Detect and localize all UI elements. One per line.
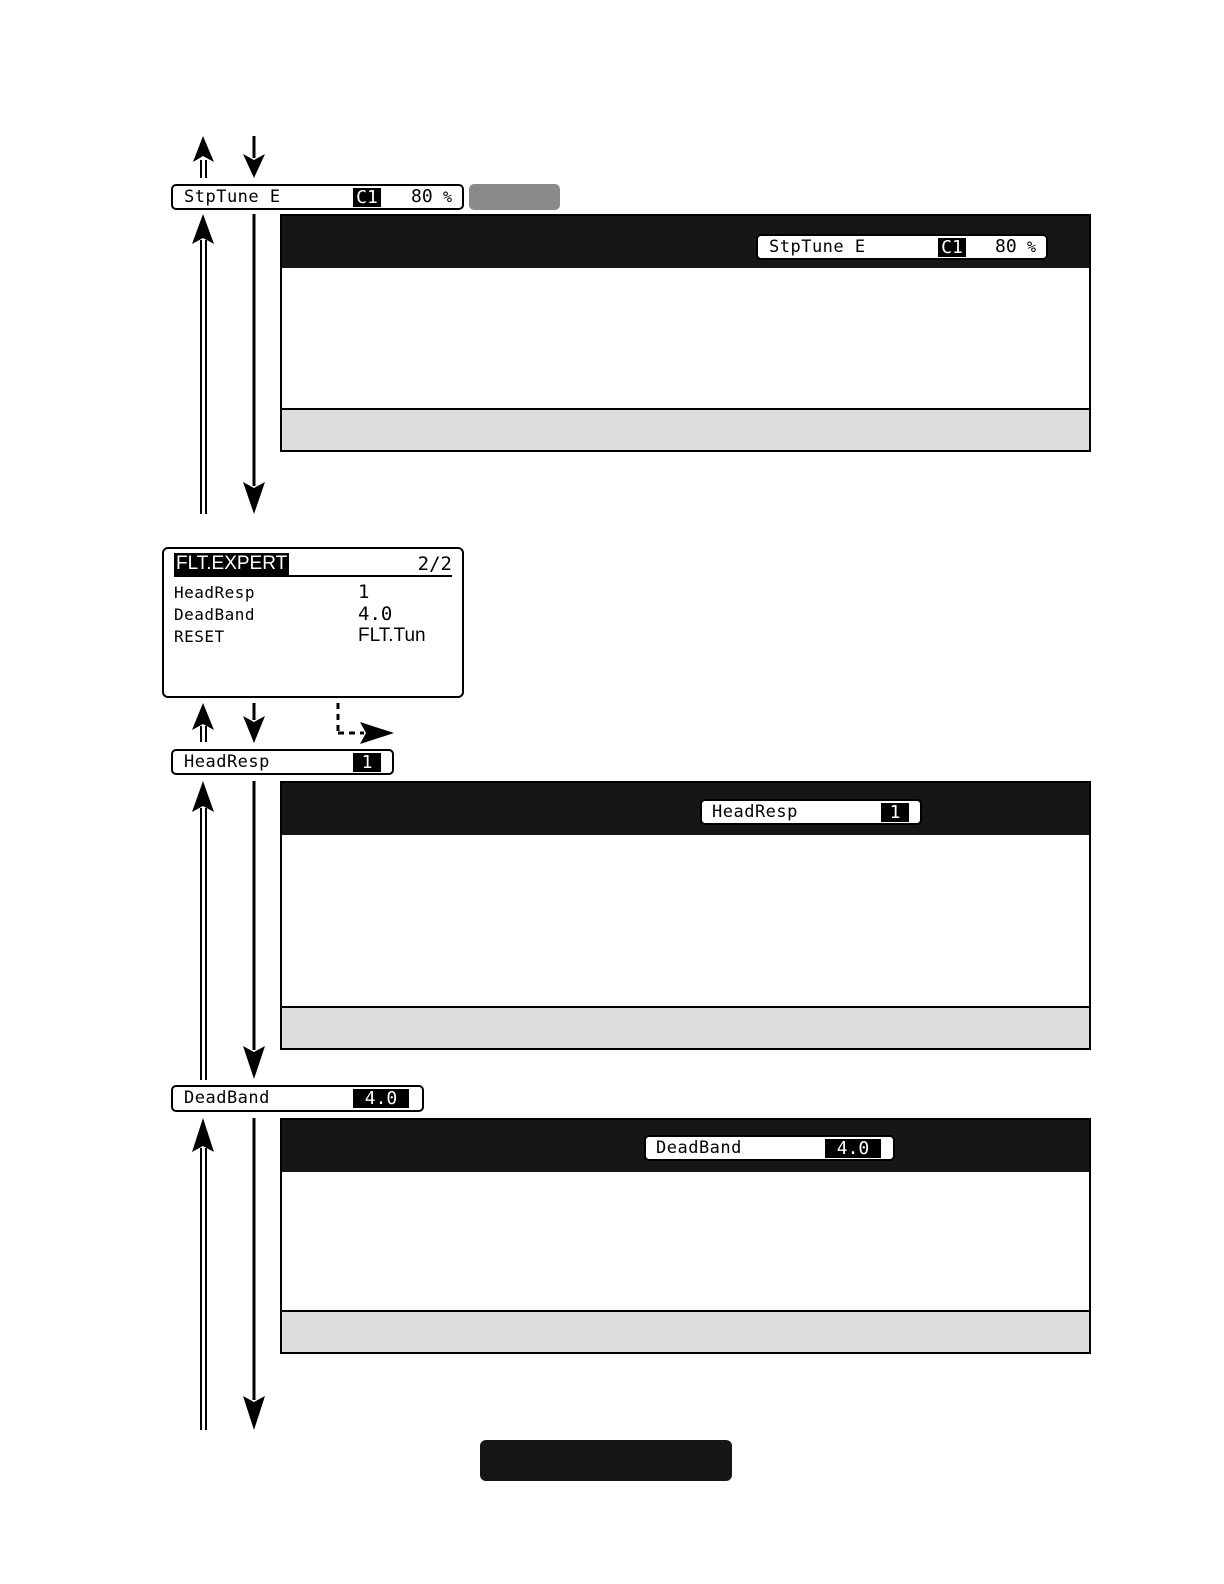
deadband-description-box: [280, 1118, 1091, 1354]
footer-bar: [480, 1440, 732, 1481]
screen-title-underline: [174, 575, 452, 577]
deadband-header-label: [644, 1135, 895, 1161]
arrow-up-top: [193, 136, 214, 178]
deadband-description-footer: [282, 1310, 1089, 1352]
deadband-header-value: 4.0: [825, 1139, 881, 1158]
stptune-switch: C1: [353, 188, 381, 207]
stptune-header-name: StpTune E: [769, 237, 866, 257]
deadband-label[interactable]: [171, 1085, 424, 1112]
stptune-value: 80: [411, 186, 433, 207]
deadband-header-name: DeadBand: [656, 1138, 742, 1158]
arrow-up-headresp: [192, 781, 214, 1080]
screen-row-value: 4.0: [358, 603, 393, 625]
screen-row-value: FLT.Tun: [358, 625, 426, 646]
stptune-header-value: 80: [995, 236, 1017, 257]
headresp-value: 1: [353, 753, 381, 772]
screen-row-reset[interactable]: [174, 627, 456, 649]
headresp-description-box: [280, 781, 1091, 1050]
headresp-name: HeadResp: [184, 752, 270, 772]
gray-tab: [469, 184, 560, 210]
screen-row-label: DeadBand: [174, 605, 256, 624]
arrow-up-screen: [192, 703, 214, 742]
arrow-down-headresp: [243, 781, 265, 1079]
stptune-header-label: [756, 234, 1048, 260]
screen-row-value: 1: [358, 581, 370, 603]
screen-title: FLT.EXPERT: [176, 553, 288, 574]
arrow-up-deadband: [192, 1118, 214, 1430]
arrow-up-stptune: [192, 214, 214, 514]
deadband-name: DeadBand: [184, 1088, 270, 1108]
stptune-header-unit: %: [1027, 238, 1037, 256]
stptune-name: StpTune E: [184, 187, 281, 207]
stptune-unit: %: [443, 188, 453, 206]
arrow-dashed-right: [338, 703, 394, 744]
headresp-description-header: [282, 783, 1089, 835]
arrow-down-deadband: [243, 1118, 265, 1430]
screen-page: 2/2: [417, 553, 452, 575]
stptune-label[interactable]: [171, 184, 464, 210]
headresp-header-value: 1: [881, 803, 909, 822]
stptune-description-box: [280, 214, 1091, 452]
arrow-down-top: [243, 136, 265, 178]
headresp-header-label: [700, 799, 922, 825]
headresp-label[interactable]: [171, 749, 394, 775]
stptune-description-footer: [282, 408, 1089, 450]
screen-row-label: RESET: [174, 627, 225, 646]
screen-row-headresp[interactable]: [174, 583, 456, 605]
stptune-header-switch: C1: [938, 238, 966, 257]
arrow-down-stptune: [243, 214, 265, 514]
deadband-value: 4.0: [353, 1089, 409, 1108]
screen-row-label: HeadResp: [174, 583, 256, 602]
headresp-description-footer: [282, 1006, 1089, 1048]
headresp-header-name: HeadResp: [712, 802, 798, 822]
arrow-down-screen: [243, 703, 265, 743]
screen-row-deadband[interactable]: [174, 605, 456, 627]
flt-expert-screen: [162, 547, 464, 698]
